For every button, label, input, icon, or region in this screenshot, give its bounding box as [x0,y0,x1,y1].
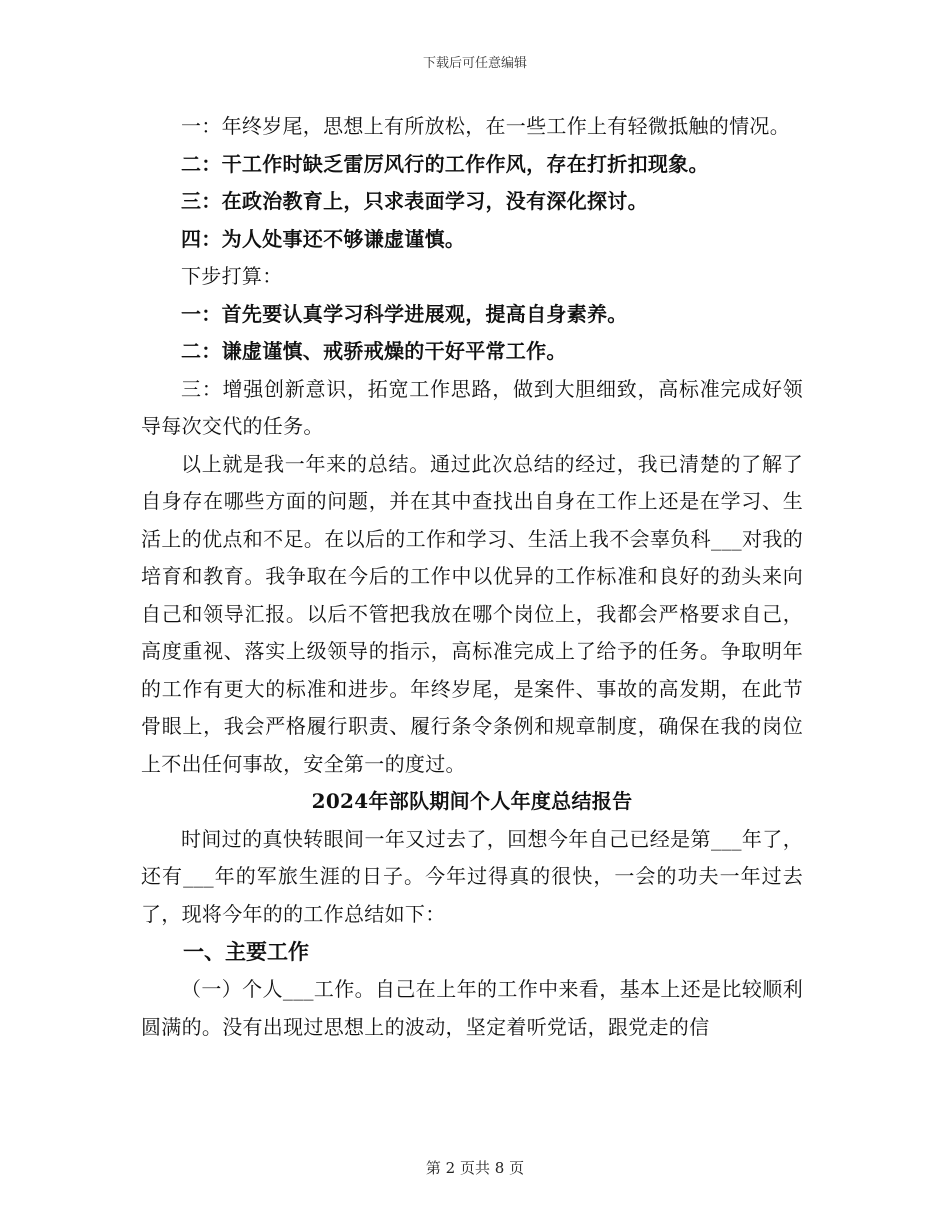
document-body [141,108,803,1046]
page-footer: 第 2 页共 8 页 [425,1159,525,1177]
paragraph-intro: 时间过的真快转眼间一年又过去了，回想今年自己已经是第___年了，还有___年的军旅生涯的日子。今年过得真的很快，一会的功夫一年过去了，现将今年的的工作总结如下： [141,826,803,926]
section-heading: 一、主要工作 [183,939,309,964]
paragraph-conclusion: 以上就是我一年来的总结。通过此次总结的经过，我已清楚的了解了自身存在哪些方面的问题，并在其中查找出自身在工作上还是在学习、生活上的优点和不足。在以后的工作和学习、生活上我不会辜负科___对我的培育和教育。我争取在今后的工作中以优异的工作标准和良好的劲头来向自己和领导汇报。以后不管把我放在哪个岗位上，我都会严格要求自己，高度重视、落实上级领导的指示，高标准完成上了给予的任务。争取明年的工作有更大的标准和进步。年终岁尾，是案件、事故的高发期，在此节骨眼上，我会严格履行职责、履行条令条例和规章制度，确保在我的岗位上不出任何事故，安全第一的度过。 [141,451,803,776]
paragraph-plan-3: 三：增强创新意识，拓宽工作思路，做到大胆细致，高标准完成好领导每次交代的任务。 [141,376,803,438]
page-header: 下载后可任意编辑 [422,56,527,71]
paragraph-plan-1: 一：首先要认真学习科学进展观，提高自身素养。 [181,301,628,326]
paragraph-problem-1: 一：年终岁尾，思想上有所放松，在一些工作上有轻微抵触的情况。 [181,114,790,138]
paragraph-problem-4: 四：为人处事还不够谦虚谨慎。 [181,226,466,251]
section-title: 2024年部队期间个人年度总结报告 [311,789,633,813]
paragraph-next-plan-label: 下步打算： [181,264,283,288]
paragraph-plan-2: 二：谦虚谨慎、戒骄戒燥的干好平常工作。 [181,339,567,363]
paragraph-problem-3: 三：在政治教育上，只求表面学习，没有深化探讨。 [181,189,648,213]
paragraph-personal-work: （一）个人___工作。自己在上年的工作中来看，基本上还是比较顺利圆满的。没有出现过思想上的波动，坚定着听党话，跟党走的信 [141,977,803,1039]
paragraph-problem-2: 二：干工作时缺乏雷厉风行的工作作风，存在打折扣现象。 [181,151,709,176]
